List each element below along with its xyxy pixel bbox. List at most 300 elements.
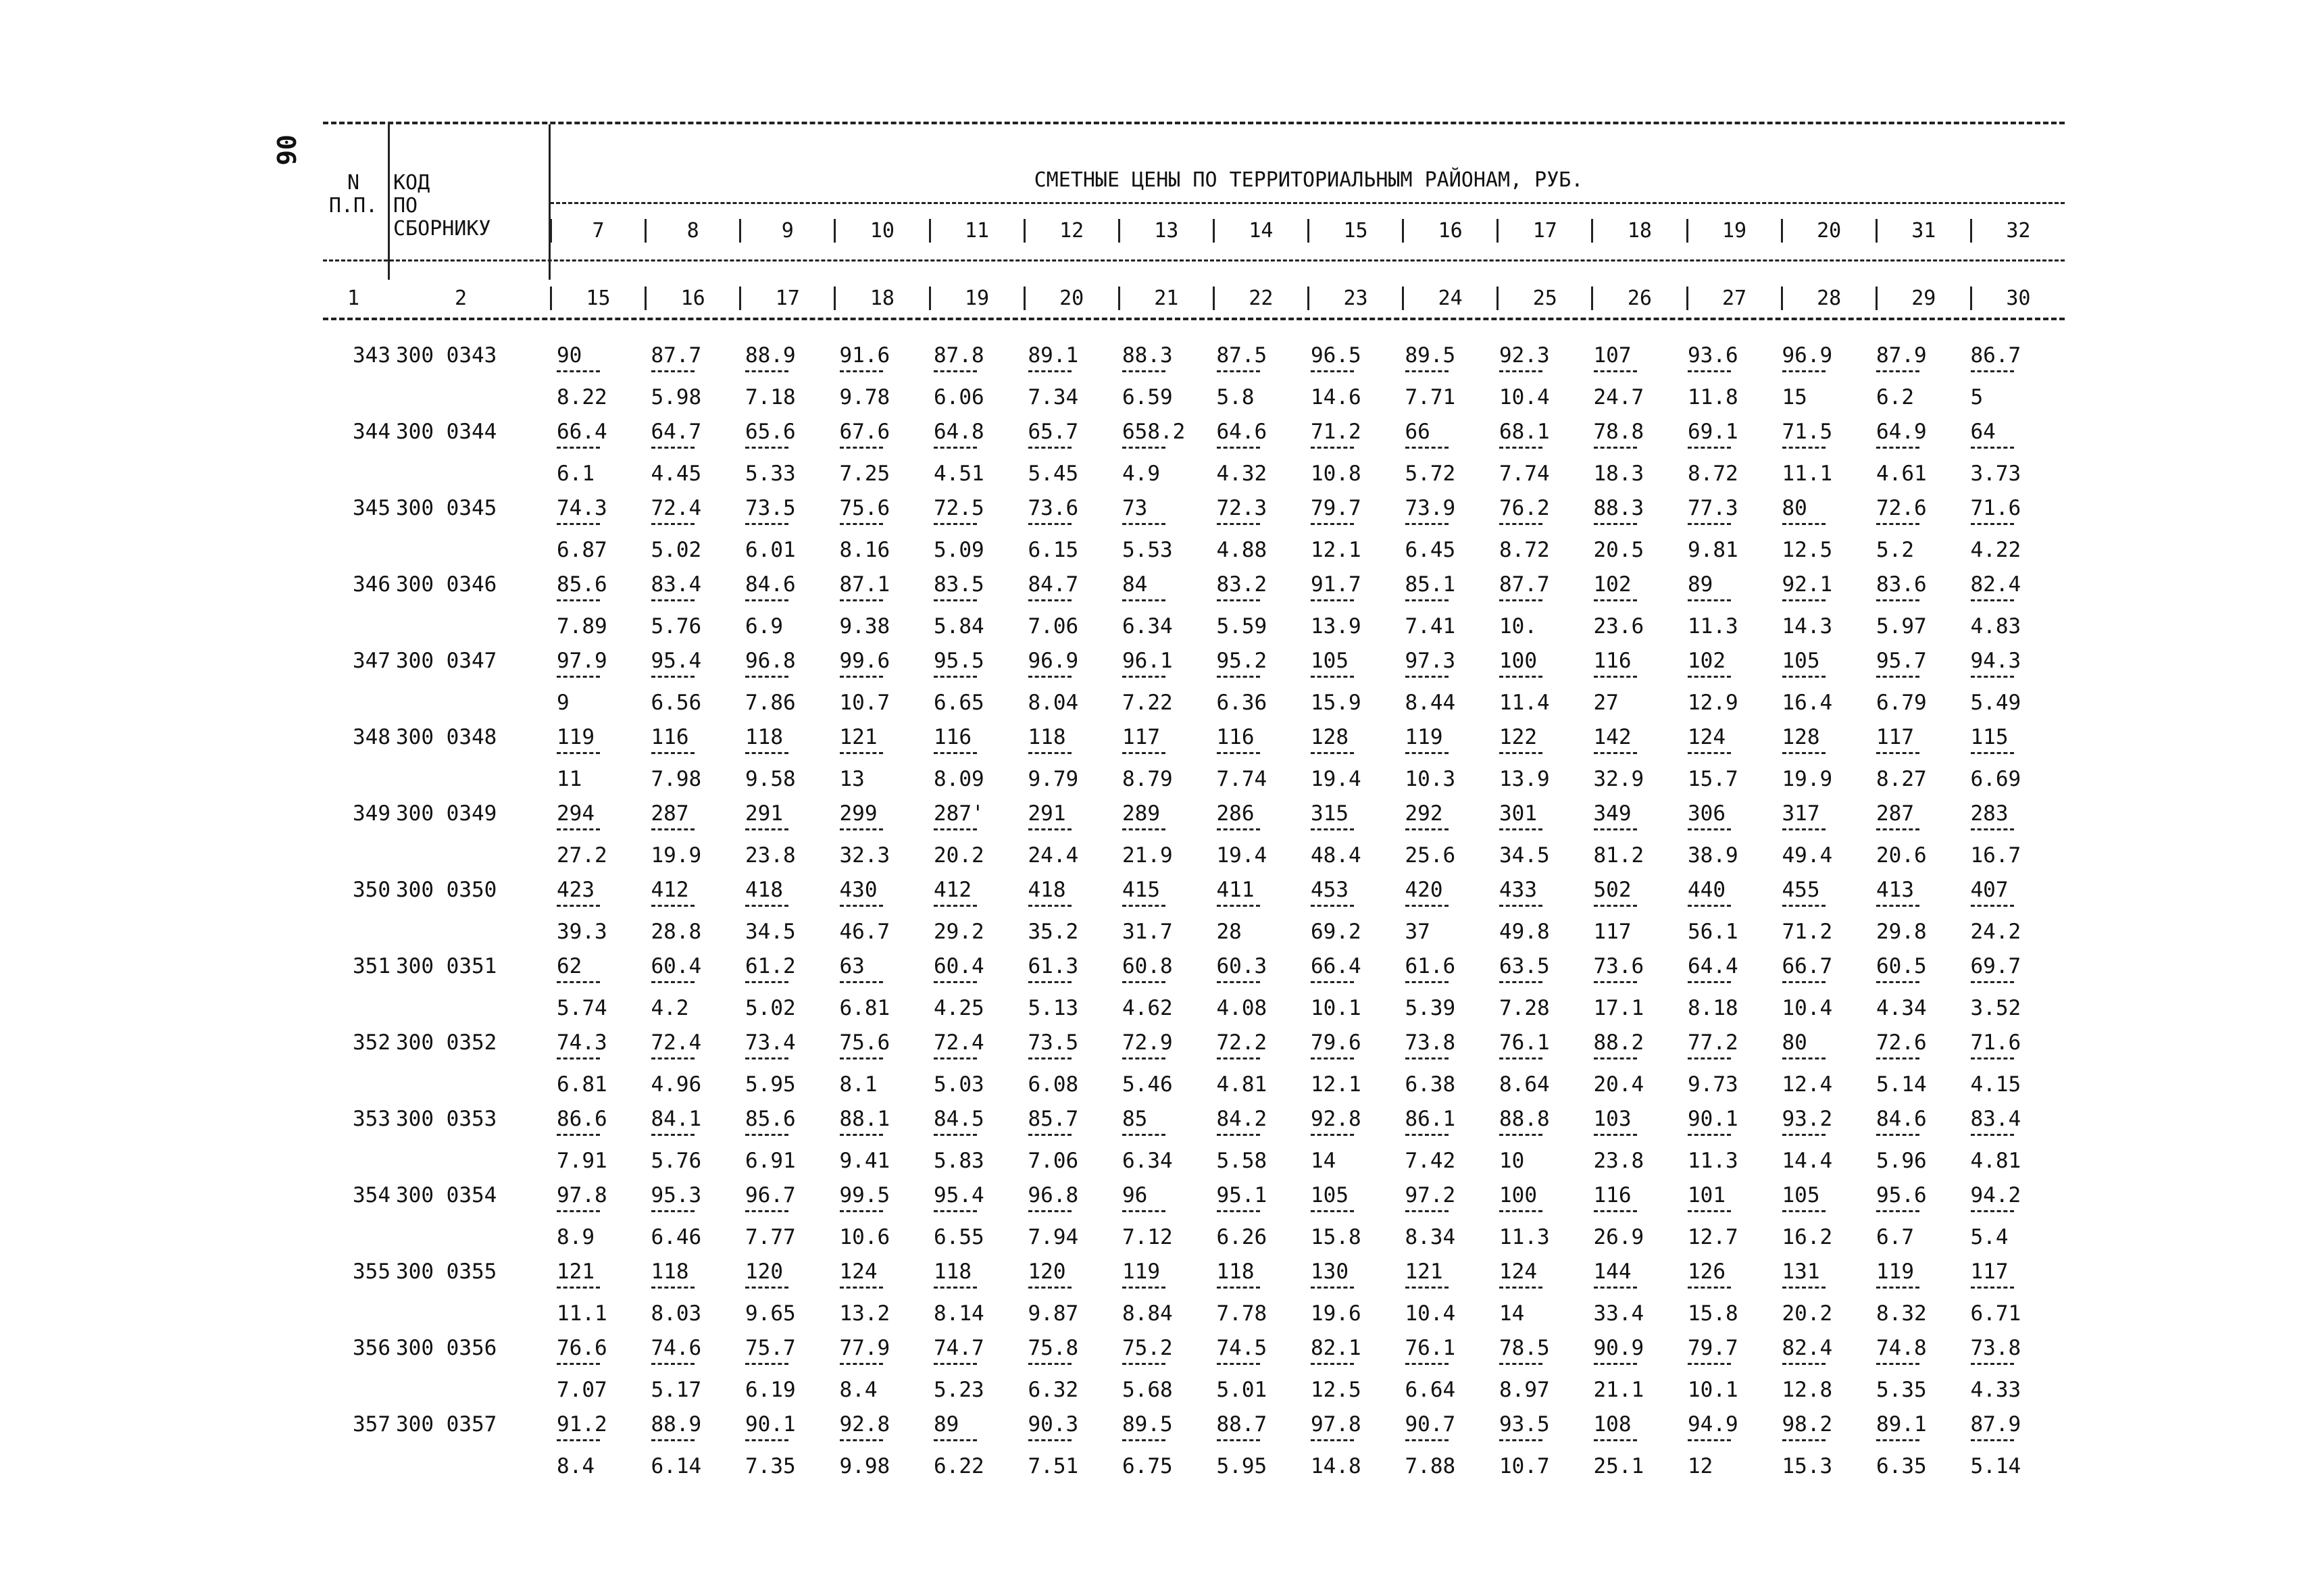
fraction-line: [1782, 905, 1826, 907]
district-header: 13: [1118, 219, 1213, 243]
fraction-line: [1028, 1210, 1072, 1212]
column-number: 23: [1307, 286, 1402, 310]
fraction-line: [1122, 370, 1165, 372]
district-header-row: [550, 219, 2065, 243]
price-value: 85.1: [1405, 572, 1456, 597]
index-value: 8.4: [557, 1454, 595, 1478]
price-value: 80: [1782, 1030, 1807, 1055]
fraction-line: [1971, 523, 2014, 525]
fraction-line: [1311, 599, 1354, 601]
price-cell: [1311, 402, 1405, 486]
price-cell: [1688, 1013, 1782, 1097]
price-value: 117: [1122, 725, 1160, 749]
price-value: 119: [557, 725, 595, 749]
price-cell: [1970, 402, 2065, 486]
price-value: 418: [1028, 878, 1066, 902]
price-value: 90.1: [745, 1412, 796, 1437]
price-value: 86.1: [1405, 1107, 1456, 1131]
price-cell: [1122, 1395, 1217, 1478]
index-value: 6.22: [934, 1454, 984, 1478]
price-value: 88.1: [839, 1107, 890, 1131]
price-value: 72.6: [1876, 1030, 1927, 1055]
fraction-line: [840, 1287, 883, 1289]
index-value: 10.6: [839, 1225, 890, 1249]
price-cell: [1216, 402, 1311, 486]
price-value: 95.5: [934, 649, 984, 673]
index-value: 5.4: [1970, 1225, 2009, 1249]
fraction-line: [840, 981, 883, 983]
index-value: 8.18: [1688, 996, 1738, 1020]
price-value: 89: [934, 1412, 959, 1437]
price-value: 96.1: [1122, 649, 1173, 673]
price-value: 286: [1216, 801, 1255, 826]
fraction-line: [1971, 752, 2014, 754]
header-title: СМЕТНЫЕ ЦЕНЫ ПО ТЕРРИТОРИАЛЬНЫМ РАЙОНАМ, РУБ.: [1034, 168, 1584, 192]
price-value: 69.7: [1970, 954, 2021, 978]
price-value: 73.4: [745, 1030, 796, 1055]
price-value: 102: [1688, 649, 1726, 673]
index-value: 5.13: [1028, 996, 1079, 1020]
price-table: [323, 122, 2065, 1512]
price-value: 66: [1405, 420, 1430, 444]
price-value: 142: [1593, 725, 1632, 749]
fraction-line: [651, 599, 695, 601]
fraction-line: [1217, 905, 1260, 907]
price-value: 64.6: [1216, 420, 1267, 444]
price-cell: [1970, 1166, 2065, 1249]
fraction-line: [840, 1363, 883, 1365]
price-cell: [1311, 478, 1405, 562]
index-value: 12.8: [1782, 1378, 1833, 1402]
fraction-line: [1405, 1210, 1449, 1212]
price-cell: [1782, 860, 1877, 944]
fraction-line: [1311, 1210, 1354, 1212]
index-value: 5.96: [1876, 1149, 1927, 1173]
fraction-line: [1876, 905, 1919, 907]
index-value: 8.72: [1499, 538, 1550, 562]
fraction-line: [1311, 370, 1354, 372]
price-cell: [1122, 1242, 1217, 1326]
price-cell: [745, 784, 840, 868]
price-cell: [1499, 860, 1594, 944]
district-header: 9: [739, 219, 834, 243]
price-cell: [1028, 631, 1123, 715]
fraction-line: [1688, 1134, 1731, 1136]
price-cell: [745, 555, 840, 639]
price-value: 88.8: [1499, 1107, 1550, 1131]
index-value: 7.22: [1122, 691, 1173, 715]
fraction-line: [1405, 1134, 1449, 1136]
row-code: 300 0350: [396, 878, 497, 902]
price-value: 73.5: [1028, 1030, 1079, 1055]
column-number: 30: [1970, 286, 2065, 310]
price-value: 83.4: [1970, 1107, 2021, 1131]
fraction-line: [1311, 523, 1354, 525]
price-value: 97.3: [1405, 649, 1456, 673]
index-value: 7.42: [1405, 1149, 1456, 1173]
index-value: 5.59: [1216, 614, 1267, 639]
district-header: 15: [1307, 219, 1402, 243]
fraction-line: [1594, 676, 1637, 678]
index-value: 5.2: [1876, 538, 1914, 562]
price-value: 291: [1028, 801, 1066, 826]
price-cell: [1876, 784, 1971, 868]
price-value: 95.6: [1876, 1183, 1927, 1207]
price-value: 83.6: [1876, 572, 1927, 597]
price-cell: [1593, 937, 1688, 1020]
index-value: 32.9: [1593, 767, 1644, 791]
price-value: 128: [1782, 725, 1820, 749]
price-value: 67.6: [839, 420, 890, 444]
table-row: [323, 631, 2065, 715]
price-cell: [651, 937, 746, 1020]
index-value: 15.8: [1688, 1301, 1738, 1326]
fraction-line: [840, 370, 883, 372]
fraction-line: [1876, 1057, 1919, 1059]
row-number: 349: [353, 801, 391, 826]
price-value: 116: [1593, 1183, 1632, 1207]
fraction-line: [1217, 447, 1260, 449]
index-value: 8.72: [1688, 462, 1738, 486]
page-number: 06: [270, 134, 301, 166]
price-cell: [1688, 1089, 1782, 1173]
fraction-line: [1028, 447, 1072, 449]
price-cell: [1122, 326, 1217, 409]
price-value: 412: [651, 878, 689, 902]
price-value: 73.9: [1405, 496, 1456, 520]
price-value: 72.4: [934, 1030, 984, 1055]
price-cell: [934, 1013, 1028, 1097]
index-value: 9.41: [839, 1149, 890, 1173]
fraction-line: [745, 523, 788, 525]
price-cell: [1028, 555, 1123, 639]
index-value: 8.22: [557, 385, 607, 409]
price-value: 72.4: [651, 496, 702, 520]
price-cell: [1593, 1013, 1688, 1097]
fraction-line: [557, 370, 600, 372]
price-cell: [1499, 631, 1594, 715]
index-value: 24.2: [1970, 920, 2021, 944]
fraction-line: [1217, 752, 1260, 754]
index-value: 12.7: [1688, 1225, 1738, 1249]
fraction-line: [745, 905, 788, 907]
index-value: 29.8: [1876, 920, 1927, 944]
price-value: 83.2: [1216, 572, 1267, 597]
price-cell: [1499, 326, 1594, 409]
index-value: 4.9: [1122, 462, 1160, 486]
fraction-line: [840, 905, 883, 907]
fraction-line: [745, 1057, 788, 1059]
index-value: 7.06: [1028, 1149, 1079, 1173]
fraction-line: [840, 1439, 883, 1441]
price-cell: [1122, 860, 1217, 944]
fraction-line: [1122, 1210, 1165, 1212]
price-cell: [1311, 784, 1405, 868]
fraction-line: [1405, 599, 1449, 601]
fraction-line: [1122, 1057, 1165, 1059]
price-cell: [1782, 402, 1877, 486]
fraction-line: [1405, 1287, 1449, 1289]
price-value: 89: [1688, 572, 1713, 597]
price-cell: [1028, 1166, 1123, 1249]
fraction-line: [651, 447, 695, 449]
price-cell: [1122, 784, 1217, 868]
fraction-line: [557, 828, 600, 830]
fraction-line: [1971, 981, 2014, 983]
price-value: 301: [1499, 801, 1537, 826]
fraction-line: [1782, 1439, 1826, 1441]
price-value: 96.8: [1028, 1183, 1079, 1207]
price-cell: [1782, 1242, 1877, 1326]
index-value: 69.2: [1311, 920, 1361, 944]
price-cell: [1876, 1089, 1971, 1173]
column-numbering-row: [323, 280, 2065, 318]
price-value: 90.1: [1688, 1107, 1738, 1131]
index-value: 6.26: [1216, 1225, 1267, 1249]
price-cell: [1876, 1318, 1971, 1402]
index-value: 8.34: [1405, 1225, 1456, 1249]
index-value: 20.5: [1593, 538, 1644, 562]
fraction-line: [1594, 905, 1637, 907]
index-value: 7.78: [1216, 1301, 1267, 1326]
price-cell: [1688, 478, 1782, 562]
price-cell: [557, 784, 651, 868]
fraction-line: [1311, 828, 1354, 830]
index-value: 19.9: [651, 843, 702, 868]
index-value: 7.98: [651, 767, 702, 791]
price-cell: [1782, 707, 1877, 791]
price-cell: [839, 1242, 934, 1326]
price-value: 90.9: [1593, 1336, 1644, 1360]
district-header: 7: [550, 219, 645, 243]
table-row: [323, 402, 2065, 486]
price-cell: [839, 1089, 934, 1173]
fraction-line: [1122, 1439, 1165, 1441]
fraction-line: [934, 1363, 977, 1365]
price-value: 94.2: [1970, 1183, 2021, 1207]
price-value: 94.9: [1688, 1412, 1738, 1437]
index-value: 4.61: [1876, 462, 1927, 486]
price-cell: [745, 1395, 840, 1478]
price-cell: [839, 937, 934, 1020]
price-value: 97.8: [1311, 1412, 1361, 1437]
price-cell: [1688, 860, 1782, 944]
price-value: 100: [1499, 649, 1537, 673]
fraction-line: [1217, 599, 1260, 601]
index-value: 3.52: [1970, 996, 2021, 1020]
price-value: 75.7: [745, 1336, 796, 1360]
price-value: 86.6: [557, 1107, 607, 1131]
price-value: 117: [1970, 1260, 2009, 1284]
index-value: 5.39: [1405, 996, 1456, 1020]
index-value: 10.1: [1688, 1378, 1738, 1402]
price-value: 78.5: [1499, 1336, 1550, 1360]
index-value: 7.28: [1499, 996, 1550, 1020]
row-number: 348: [353, 725, 391, 749]
index-value: 5.45: [1028, 462, 1079, 486]
index-value: 14.8: [1311, 1454, 1361, 1478]
price-value: 97.2: [1405, 1183, 1456, 1207]
index-value: 19.9: [1782, 767, 1833, 791]
index-value: 34.5: [1499, 843, 1550, 868]
price-value: 306: [1688, 801, 1726, 826]
index-value: 16.4: [1782, 691, 1833, 715]
index-value: 6.59: [1122, 385, 1173, 409]
price-cell: [1970, 555, 2065, 639]
index-value: 9.79: [1028, 767, 1079, 791]
district-header: 8: [645, 219, 739, 243]
price-value: 61.3: [1028, 954, 1079, 978]
price-cell: [1876, 478, 1971, 562]
index-value: 5.97: [1876, 614, 1927, 639]
index-value: 16.2: [1782, 1225, 1833, 1249]
index-value: 5.76: [651, 614, 702, 639]
index-value: 6.01: [745, 538, 796, 562]
index-value: 5.35: [1876, 1378, 1927, 1402]
price-value: 116: [934, 725, 972, 749]
fraction-line: [934, 1287, 977, 1289]
fraction-line: [1594, 981, 1637, 983]
price-cell: [557, 860, 651, 944]
price-cell: [1499, 1242, 1594, 1326]
index-value: 4.81: [1216, 1072, 1267, 1097]
price-cell: [1782, 1395, 1877, 1478]
fraction-line: [1122, 1287, 1165, 1289]
price-value: 415: [1122, 878, 1160, 902]
price-cell: [934, 937, 1028, 1020]
price-cell: [651, 402, 746, 486]
row-code: 300 0344: [396, 420, 497, 444]
price-cell: [934, 707, 1028, 791]
price-value: 84.1: [651, 1107, 702, 1131]
price-cell: [1688, 784, 1782, 868]
fraction-line: [651, 981, 695, 983]
price-value: 289: [1122, 801, 1160, 826]
price-value: 66.7: [1782, 954, 1833, 978]
fraction-line: [1688, 828, 1731, 830]
price-cell: [934, 478, 1028, 562]
price-cell: [839, 1395, 934, 1478]
row-number: 347: [353, 649, 391, 673]
price-value: 92.3: [1499, 343, 1550, 368]
price-cell: [1499, 1089, 1594, 1173]
index-value: 6.69: [1970, 767, 2021, 791]
price-cell: [1970, 326, 2065, 409]
fraction-line: [1028, 752, 1072, 754]
price-value: 95.4: [934, 1183, 984, 1207]
row-number: 346: [353, 572, 391, 597]
index-value: 17.1: [1593, 996, 1644, 1020]
fraction-line: [1499, 523, 1542, 525]
fraction-line: [1499, 905, 1542, 907]
price-cell: [1876, 860, 1971, 944]
price-value: 120: [1028, 1260, 1066, 1284]
index-value: 9.65: [745, 1301, 796, 1326]
fraction-line: [1876, 1439, 1919, 1441]
price-cell: [745, 326, 840, 409]
index-value: 37: [1405, 920, 1430, 944]
price-cell: [1499, 478, 1594, 562]
price-cell: [1405, 326, 1500, 409]
price-value: 87.8: [934, 343, 984, 368]
index-value: 8.4: [839, 1378, 878, 1402]
index-value: 11.3: [1688, 614, 1738, 639]
price-cell: [1028, 1013, 1123, 1097]
price-value: 118: [1028, 725, 1066, 749]
index-value: 7.71: [1405, 385, 1456, 409]
fraction-line: [1594, 1363, 1637, 1365]
index-value: 15: [1782, 385, 1807, 409]
fraction-line: [745, 1134, 788, 1136]
index-value: 12: [1688, 1454, 1713, 1478]
price-cell: [1405, 707, 1500, 791]
index-value: 49.8: [1499, 920, 1550, 944]
header-subrule: [550, 202, 2065, 204]
price-value: 128: [1311, 725, 1349, 749]
price-cell: [839, 707, 934, 791]
index-value: 13.2: [839, 1301, 890, 1326]
price-value: 89.5: [1405, 343, 1456, 368]
district-header: 17: [1496, 219, 1591, 243]
index-value: 7.91: [557, 1149, 607, 1173]
index-value: 10.3: [1405, 767, 1456, 791]
price-value: 87.1: [839, 572, 890, 597]
column-number: 19: [929, 286, 1024, 310]
price-value: 105: [1782, 1183, 1820, 1207]
price-cell: [651, 784, 746, 868]
price-value: 76.2: [1499, 496, 1550, 520]
index-value: 7.06: [1028, 614, 1079, 639]
row-number: 354: [353, 1183, 391, 1207]
price-value: 126: [1688, 1260, 1726, 1284]
price-cell: [839, 326, 934, 409]
price-value: 99.6: [839, 649, 890, 673]
price-cell: [1970, 860, 2065, 944]
price-value: 84.6: [745, 572, 796, 597]
price-value: 76.6: [557, 1336, 607, 1360]
price-cell: [1876, 1242, 1971, 1326]
index-value: 4.08: [1216, 996, 1267, 1020]
price-cell: [651, 631, 746, 715]
price-cell: [1876, 402, 1971, 486]
fraction-line: [1782, 828, 1826, 830]
price-value: 118: [745, 725, 783, 749]
column-number: 25: [1496, 286, 1591, 310]
fraction-line: [651, 752, 695, 754]
index-value: 19.4: [1216, 843, 1267, 868]
index-value: 9.78: [839, 385, 890, 409]
price-value: 68.1: [1499, 420, 1550, 444]
index-value: 7.18: [745, 385, 796, 409]
index-value: 5.72: [1405, 462, 1456, 486]
table-row: [323, 478, 2065, 562]
price-cell: [1688, 1318, 1782, 1402]
price-cell: [1122, 1166, 1217, 1249]
fraction-line: [840, 1057, 883, 1059]
district-header: 16: [1402, 219, 1496, 243]
fraction-line: [934, 1057, 977, 1059]
index-value: 4.51: [934, 462, 984, 486]
price-cell: [1876, 1013, 1971, 1097]
price-cell: [839, 1166, 934, 1249]
index-value: 7.07: [557, 1378, 607, 1402]
price-value: 430: [839, 878, 878, 902]
index-value: 8.32: [1876, 1301, 1927, 1326]
price-value: 79.6: [1311, 1030, 1361, 1055]
price-cell: [1216, 1318, 1311, 1402]
price-value: 76.1: [1405, 1336, 1456, 1360]
index-value: 12.5: [1782, 538, 1833, 562]
